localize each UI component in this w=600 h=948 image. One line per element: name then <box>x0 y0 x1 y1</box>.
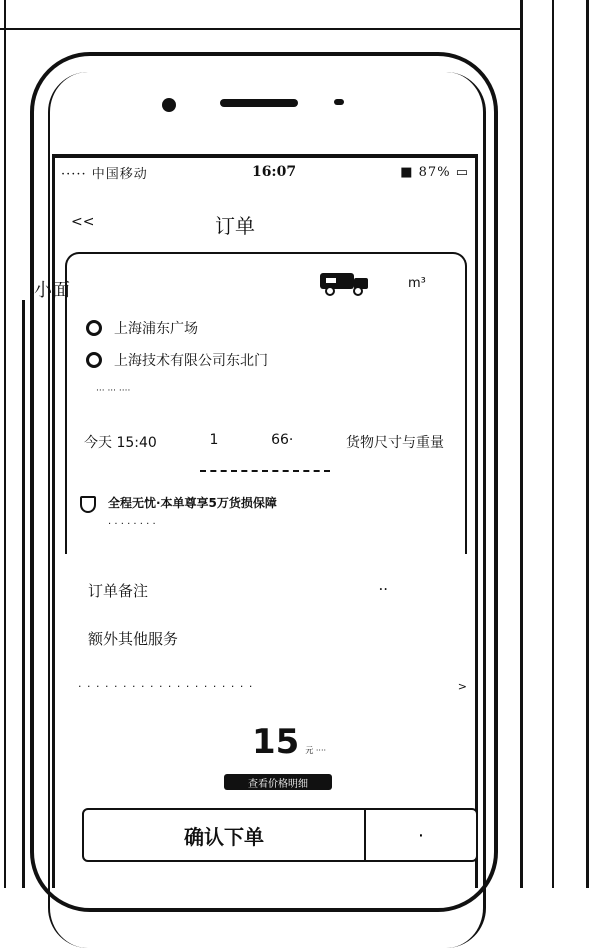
remarks-value: ·· <box>378 580 388 598</box>
insurance-option[interactable] <box>80 494 277 530</box>
cargo-info: 货物尺寸与重量 <box>346 435 444 451</box>
divider <box>200 470 330 472</box>
price-value: 15 <box>252 722 300 762</box>
start-point-icon <box>86 320 102 336</box>
status-time: 16:07 <box>251 164 297 180</box>
shield-icon <box>80 496 96 513</box>
page-title: 订单 <box>215 214 255 238</box>
battery-status: ■ 87% ▭ <box>400 164 469 180</box>
schedule-duration: 66· <box>271 432 294 448</box>
background-stroke <box>22 300 25 888</box>
status-bar <box>61 160 469 184</box>
bottom-action-bar <box>82 808 478 862</box>
terms-row[interactable] <box>78 680 468 693</box>
back-button[interactable]: << <box>71 214 95 230</box>
insurance-subtitle: · · · · · · · · <box>108 519 156 530</box>
background-stroke <box>4 0 6 888</box>
end-address: 上海技术有限公司东北门 <box>114 353 268 369</box>
camera-icon <box>162 98 176 112</box>
route-start[interactable] <box>86 318 198 338</box>
route-end[interactable] <box>86 350 268 370</box>
price-display <box>252 722 326 762</box>
remarks-label: 订单备注 <box>88 582 149 600</box>
truck-icon <box>316 270 372 296</box>
sensor-icon <box>334 99 344 105</box>
schedule-middle: 1 <box>209 432 219 448</box>
nav-bar <box>55 198 475 242</box>
price-detail-button[interactable]: 查看价格明细 <box>224 774 332 790</box>
route-note: ··· ··· ···· <box>96 386 131 396</box>
price-unit: 元 ···· <box>305 746 327 755</box>
insurance-title: 全程无忧·本单尊享5万货损保障 <box>108 496 277 510</box>
background-stroke <box>0 28 520 30</box>
schedule-row[interactable] <box>84 432 444 452</box>
end-point-icon <box>86 352 102 368</box>
terms-text: · · · · · · · · · · · · · · · · · · · · <box>78 680 254 693</box>
start-address: 上海浦东广场 <box>114 321 198 337</box>
other-services-label: 额外其他服务 <box>88 630 179 648</box>
confirm-order-button[interactable]: 确认下单 <box>82 808 366 862</box>
chevron-right-icon: > <box>457 680 468 693</box>
remarks-row[interactable] <box>88 580 388 601</box>
other-services-row[interactable] <box>88 628 388 649</box>
speaker-grille <box>220 99 298 107</box>
pickup-time: 今天 15:40 <box>84 435 157 451</box>
secondary-button[interactable]: · <box>366 808 478 862</box>
background-stroke <box>520 0 523 888</box>
vehicle-type[interactable]: 小面 <box>34 280 70 301</box>
background-stroke <box>586 0 589 888</box>
vehicle-spec: m³ <box>408 276 426 291</box>
background-stroke <box>552 0 554 888</box>
carrier-signal: ····· 中国移动 <box>61 166 148 182</box>
